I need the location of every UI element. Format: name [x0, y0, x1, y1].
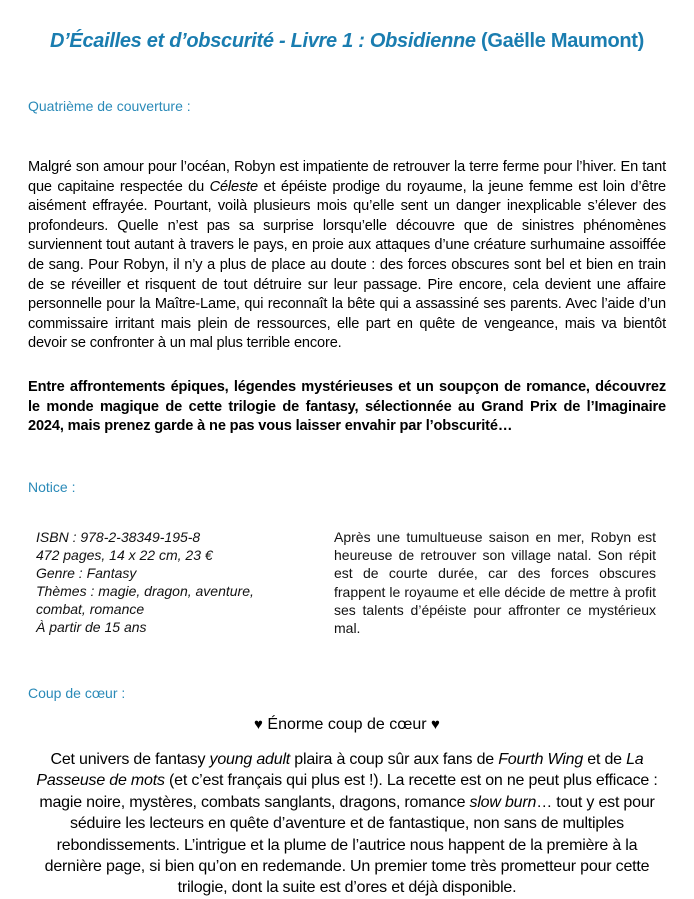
back-cover-tagline: Entre affrontements épiques, légendes mystérieuses et un soupçon de romance, découvrez le monde magique de cette trilogie de fantasy, sélectionnée au Grand Prix de l’Imaginaire 2024, mais prenez garde à ne pas vous laisser envahir par l’obscurité…: [28, 379, 666, 435]
back-cover-summary: [28, 158, 666, 354]
summary-text-1: Malgré son amour pour l’océan, Robyn est impatiente de retrouver la terre ferme pour l’hiver. En tant que capitaine respectée du: [28, 159, 666, 195]
review-text: et de: [583, 751, 627, 768]
summary-text-2: et épéiste prodige du royaume, la jeune femme est loin d’être aisément effrayée. Pourtant, voilà plusieurs mois qu’elle sent un danger inexplicable s’élever des profondeurs. Quelle n’est pas sa surprise lorsqu’elle découvre que de sinistres phénomènes surviennent tout autant à travers le pays, en proie aux attaques d’une créature surhumaine assoiffée de sang. Pour Robyn, il n’y a plus de place au doute : des forces obscures sont bel et bien en train de se réveiller et risquent de tout détruire sur leur passage. Pire encore, cela devient une affaire personnelle pour la Maître-Lame, qui reconnaît la bête qui a assassiné ses parents. Avec l’aide d’un commissaire irritant mais plein de ressources, elle part en quête de vengeance, mais va bientôt devoir se confronter à un mal plus terrible encore.: [28, 178, 667, 352]
isbn: ISBN : 978-2-38349-195-8: [36, 529, 201, 545]
heart-icon: ♥: [254, 716, 263, 733]
ship-name: Céleste: [209, 178, 259, 195]
book-reference: La Passeuse de mots: [36, 751, 644, 790]
review-emphasis: young adult: [209, 751, 291, 768]
book-author: (Gaëlle Maumont): [481, 30, 644, 52]
back-cover-label: Quatrième de couverture :: [28, 98, 191, 114]
themes-cont: combat, romance: [36, 601, 145, 617]
book-title: D’Écailles et d’obscurité - Livre 1 : Obsidienne: [50, 30, 476, 52]
heart-icon: ♥: [431, 716, 440, 733]
age-range: À partir de 15 ans: [36, 619, 147, 635]
themes: Thèmes : magie, dragon, aventure,: [36, 583, 254, 599]
format: 472 pages, 14 x 22 cm, 23 €: [36, 547, 213, 563]
favorite-label: Coup de cœur :: [28, 685, 126, 701]
notice-summary: Après une tumultueuse saison en mer, Robyn est heureuse de retrouver son village natal. Son répit est de courte durée, car des forces obscures frappent le royaume et elle décide de mettre à profit ses talents d’épéiste pour affronter ce mystérieux mal.: [334, 529, 656, 637]
headline-text: Énorme coup de cœur: [267, 716, 427, 733]
review-text: plaira à coup sûr aux fans de: [290, 751, 499, 768]
book-reference: Fourth Wing: [498, 751, 584, 768]
review-text: Cet univers de fantasy: [50, 751, 210, 768]
favorite-review: [30, 749, 664, 899]
review-text: (et c’est français qui plus est !). La recette est on ne peut plus efficace : magie noire, mystères, combats sanglants, dragons, romance: [39, 772, 658, 811]
page-title: [0, 30, 694, 53]
genre: Genre : Fantasy: [36, 565, 137, 581]
notice-label: Notice :: [28, 479, 76, 495]
favorite-headline: [0, 716, 694, 734]
review-emphasis: slow burn: [469, 793, 537, 811]
notice-details: [36, 528, 306, 636]
review-text: … tout y est pour séduire les lecteurs en quête d’aventure et de fantastique, non sans de multiples rebondissements. L’intrigue et la plume de l’autrice nous happent de la première à la dernière page, si bien qu’on en redemande. Un premier tome très prometteur pour cette trilogie, dont la suite est d’ores et déjà disponible.: [44, 793, 655, 897]
